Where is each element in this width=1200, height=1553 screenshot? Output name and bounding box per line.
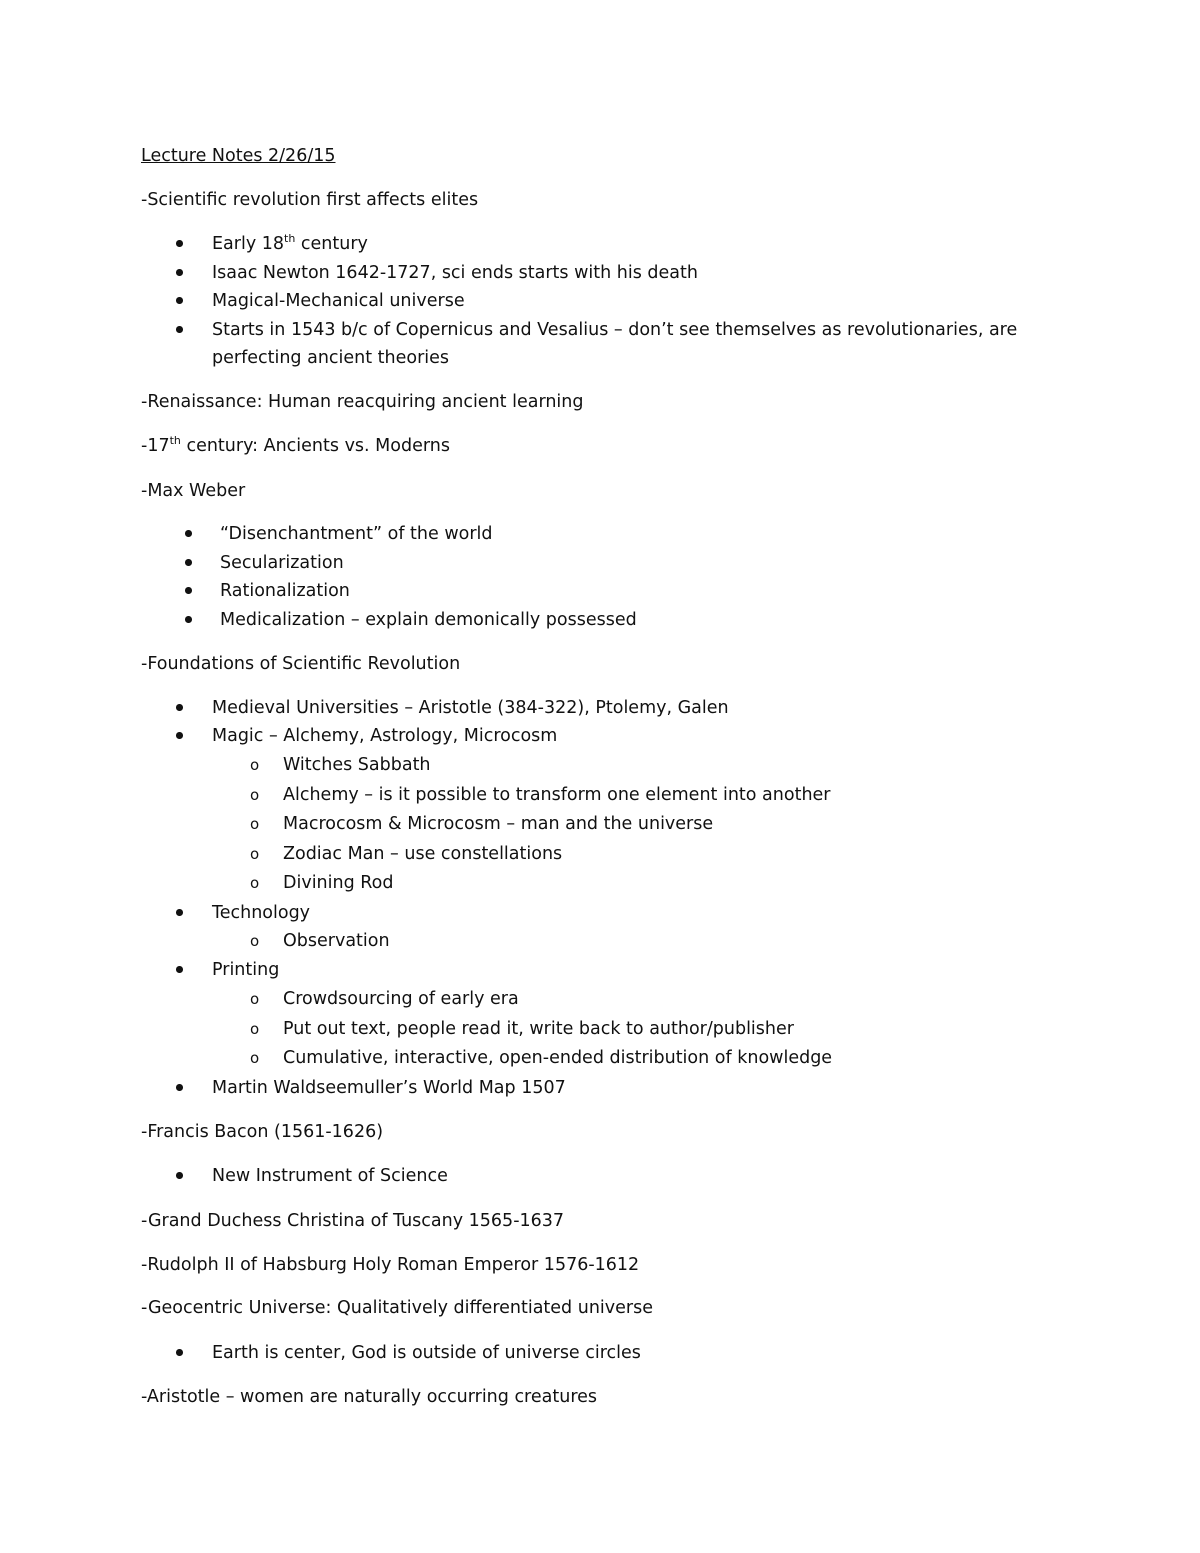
- bullet-item: Martin Waldseemuller’s World Map 1507: [212, 1078, 566, 1098]
- bullet-item: Medicalization – explain demonically possessed: [220, 610, 637, 630]
- note-paragraph: -Foundations of Scientific Revolution: [141, 654, 461, 674]
- bullet-icon: [176, 1172, 183, 1179]
- sub-bullet-item: Zodiac Man – use constellations: [283, 844, 563, 864]
- bullet-icon: [176, 240, 183, 247]
- sub-bullet-item: Macrocosm & Microcosm – man and the universe: [283, 814, 714, 834]
- note-paragraph: -Renaissance: Human reacquiring ancient learning: [141, 392, 584, 412]
- bullet-icon: [176, 909, 183, 916]
- bullet-icon: [176, 1084, 183, 1091]
- sub-bullet-item: Witches Sabbath: [283, 755, 431, 775]
- bullet-item-continuation: perfecting ancient theories: [212, 348, 450, 368]
- bullet-item: Starts in 1543 b/c of Copernicus and Vesalius – don’t see themselves as revolutionaries, are: [212, 320, 1018, 340]
- note-paragraph: -Geocentric Universe: Qualitatively differentiated universe: [141, 1298, 653, 1318]
- bullet-icon: [176, 1349, 183, 1356]
- bullet-icon: [176, 326, 183, 333]
- note-paragraph: -17th century: Ancients vs. Moderns: [141, 434, 450, 456]
- note-paragraph: -Rudolph II of Habsburg Holy Roman Emperor 1576-1612: [141, 1255, 640, 1275]
- bullet-item: Secularization: [220, 553, 344, 573]
- note-paragraph: -Grand Duchess Christina of Tuscany 1565-1637: [141, 1211, 565, 1231]
- bullet-item: “Disenchantment” of the world: [220, 524, 493, 544]
- sub-bullet-icon: o: [250, 932, 260, 950]
- bullet-item: Isaac Newton 1642-1727, sci ends starts with his death: [212, 263, 698, 283]
- note-paragraph: -Max Weber: [141, 481, 246, 501]
- bullet-item: Earth is center, God is outside of universe circles: [212, 1343, 641, 1363]
- bullet-item: Magical-Mechanical universe: [212, 291, 465, 311]
- sub-bullet-item: Divining Rod: [283, 873, 394, 893]
- sub-bullet-icon: o: [250, 786, 260, 804]
- bullet-icon: [185, 530, 192, 537]
- bullet-icon: [176, 966, 183, 973]
- note-paragraph: -Scientific revolution first affects elites: [141, 190, 479, 210]
- sub-bullet-icon: o: [250, 756, 260, 774]
- bullet-item: Rationalization: [220, 581, 350, 601]
- sub-bullet-icon: o: [250, 990, 260, 1008]
- note-paragraph: -Aristotle – women are naturally occurring creatures: [141, 1387, 598, 1407]
- note-paragraph: -Francis Bacon (1561-1626): [141, 1122, 384, 1142]
- bullet-item: Printing: [212, 960, 280, 980]
- sub-bullet-item: Cumulative, interactive, open-ended distribution of knowledge: [283, 1048, 833, 1068]
- bullet-icon: [176, 297, 183, 304]
- bullet-item: Technology: [212, 903, 311, 923]
- page-title: Lecture Notes 2/26/15: [141, 146, 336, 166]
- sub-bullet-icon: o: [250, 845, 260, 863]
- bullet-icon: [176, 732, 183, 739]
- bullet-item: Early 18th century: [212, 232, 368, 254]
- bullet-icon: [176, 704, 183, 711]
- sub-bullet-icon: o: [250, 1049, 260, 1067]
- sub-bullet-icon: o: [250, 1020, 260, 1038]
- bullet-item: Magic – Alchemy, Astrology, Microcosm: [212, 726, 558, 746]
- bullet-item: Medieval Universities – Aristotle (384-322), Ptolemy, Galen: [212, 698, 729, 718]
- sub-bullet-icon: o: [250, 874, 260, 892]
- sub-bullet-item: Observation: [283, 931, 390, 951]
- bullet-icon: [185, 559, 192, 566]
- bullet-icon: [185, 587, 192, 594]
- sub-bullet-icon: o: [250, 815, 260, 833]
- sub-bullet-item: Crowdsourcing of early era: [283, 989, 519, 1009]
- bullet-item: New Instrument of Science: [212, 1166, 448, 1186]
- bullet-icon: [185, 616, 192, 623]
- sub-bullet-item: Put out text, people read it, write back to author/publisher: [283, 1019, 794, 1039]
- sub-bullet-item: Alchemy – is it possible to transform one element into another: [283, 785, 831, 805]
- bullet-icon: [176, 269, 183, 276]
